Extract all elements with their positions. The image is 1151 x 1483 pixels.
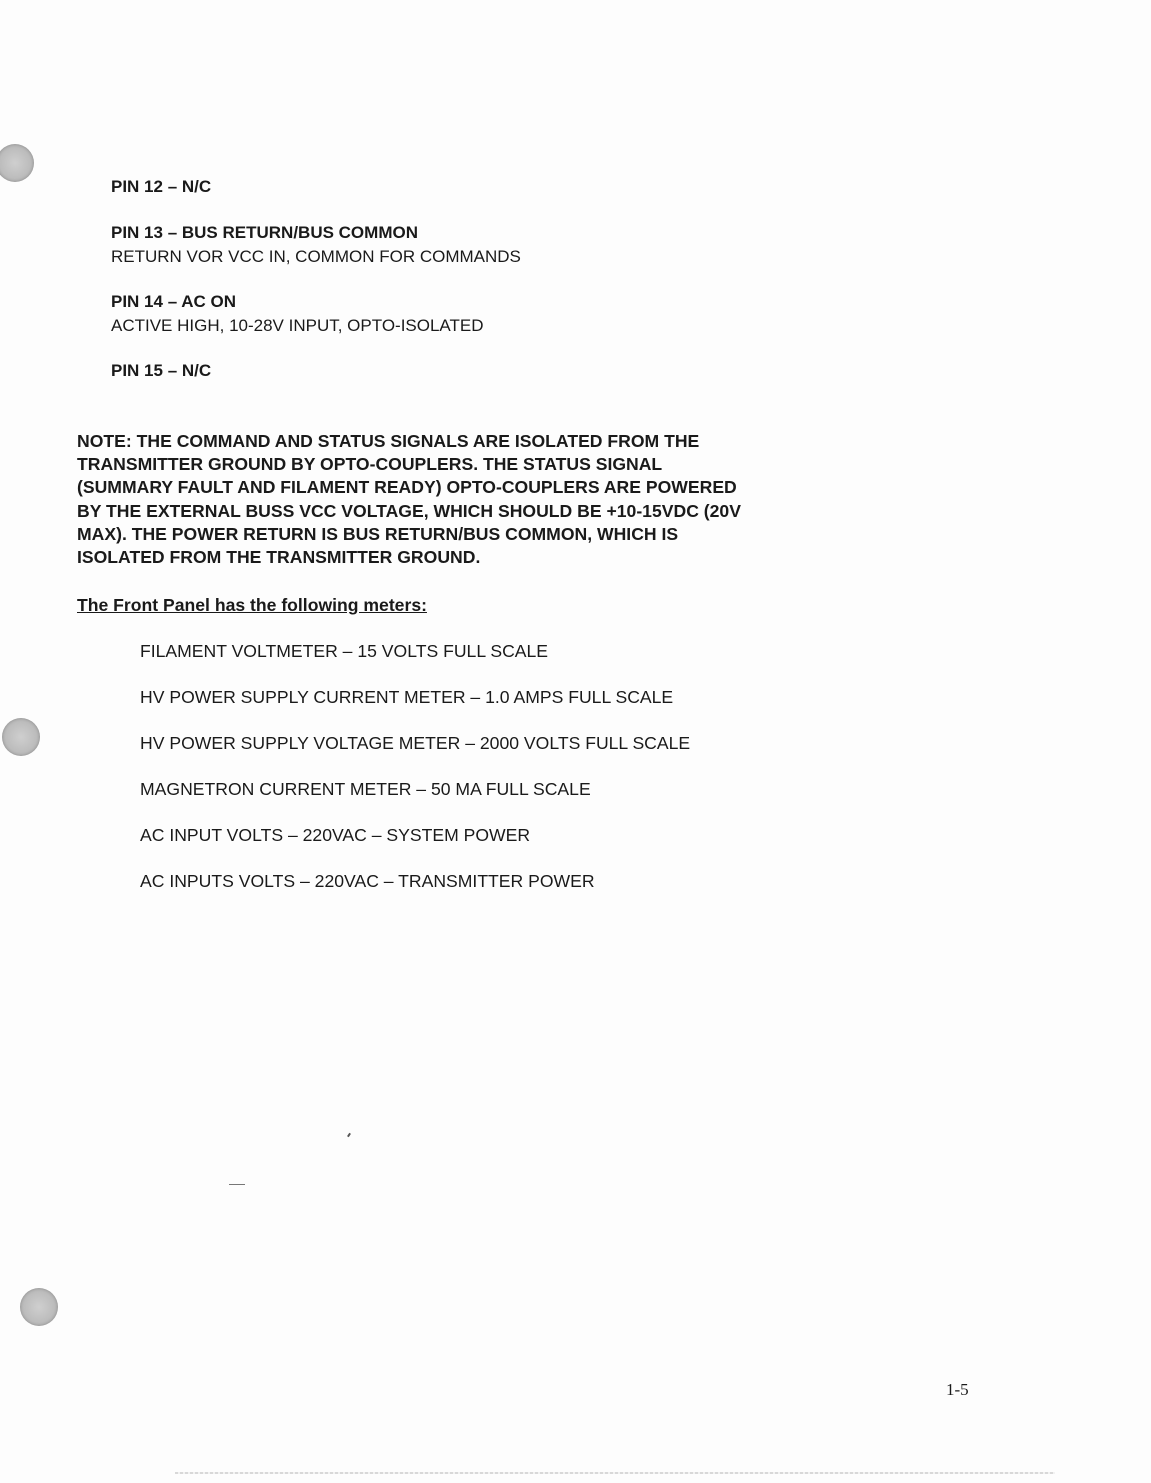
meters-heading: The Front Panel has the following meters: bbox=[77, 595, 427, 615]
meter-item: AC INPUT VOLTS – 220VAC – SYSTEM POWER bbox=[140, 825, 531, 845]
pin-title: PIN 12 – N/C bbox=[111, 177, 212, 196]
scan-speck bbox=[229, 1184, 245, 1185]
page-number: 1-5 bbox=[946, 1380, 969, 1399]
pin-14-entry bbox=[111, 291, 484, 337]
note-line: TRANSMITTER GROUND BY OPTO-COUPLERS. THE STATUS SIGNAL bbox=[77, 454, 663, 475]
pin-15-entry bbox=[111, 360, 211, 382]
meter-item: MAGNETRON CURRENT METER – 50 MA FULL SCALE bbox=[140, 779, 591, 799]
punch-hole-middle bbox=[2, 718, 40, 756]
pin-description: RETURN VOR VCC IN, COMMON FOR COMMANDS bbox=[111, 247, 521, 266]
punch-hole-bottom bbox=[20, 1288, 58, 1326]
pin-12-entry bbox=[111, 176, 211, 198]
pin-title: PIN 14 – AC ON bbox=[111, 292, 237, 311]
note-line: BY THE EXTERNAL BUSS VCC VOLTAGE, WHICH SHOULD BE +10-15VDC (20V bbox=[77, 500, 741, 521]
punch-hole-top bbox=[0, 144, 34, 182]
pin-title: PIN 13 – BUS RETURN/BUS COMMON bbox=[111, 223, 418, 242]
scan-edge-artifact bbox=[175, 1472, 1055, 1474]
note-line: ISOLATED FROM THE TRANSMITTER GROUND. bbox=[77, 547, 481, 568]
pin-13-entry bbox=[111, 222, 521, 268]
note-line: MAX). THE POWER RETURN IS BUS RETURN/BUS COMMON, WHICH IS bbox=[77, 523, 679, 544]
meter-list bbox=[140, 640, 690, 916]
note-line: (SUMMARY FAULT AND FILAMENT READY) OPTO-COUPLERS ARE POWERED bbox=[77, 477, 737, 498]
meter-item: FILAMENT VOLTMETER – 15 VOLTS FULL SCALE bbox=[140, 641, 549, 661]
note-line: NOTE: THE COMMAND AND STATUS SIGNALS ARE ISOLATED FROM THE bbox=[77, 431, 700, 451]
isolation-note bbox=[77, 430, 857, 569]
meter-item: AC INPUTS VOLTS – 220VAC – TRANSMITTER POWER bbox=[140, 871, 595, 891]
scan-speck bbox=[347, 1133, 351, 1137]
meter-item: HV POWER SUPPLY VOLTAGE METER – 2000 VOLTS FULL SCALE bbox=[140, 733, 691, 753]
pin-description: ACTIVE HIGH, 10-28V INPUT, OPTO-ISOLATED bbox=[111, 316, 484, 335]
meter-item: HV POWER SUPPLY CURRENT METER – 1.0 AMPS FULL SCALE bbox=[140, 687, 674, 707]
pin-title: PIN 15 – N/C bbox=[111, 361, 212, 380]
